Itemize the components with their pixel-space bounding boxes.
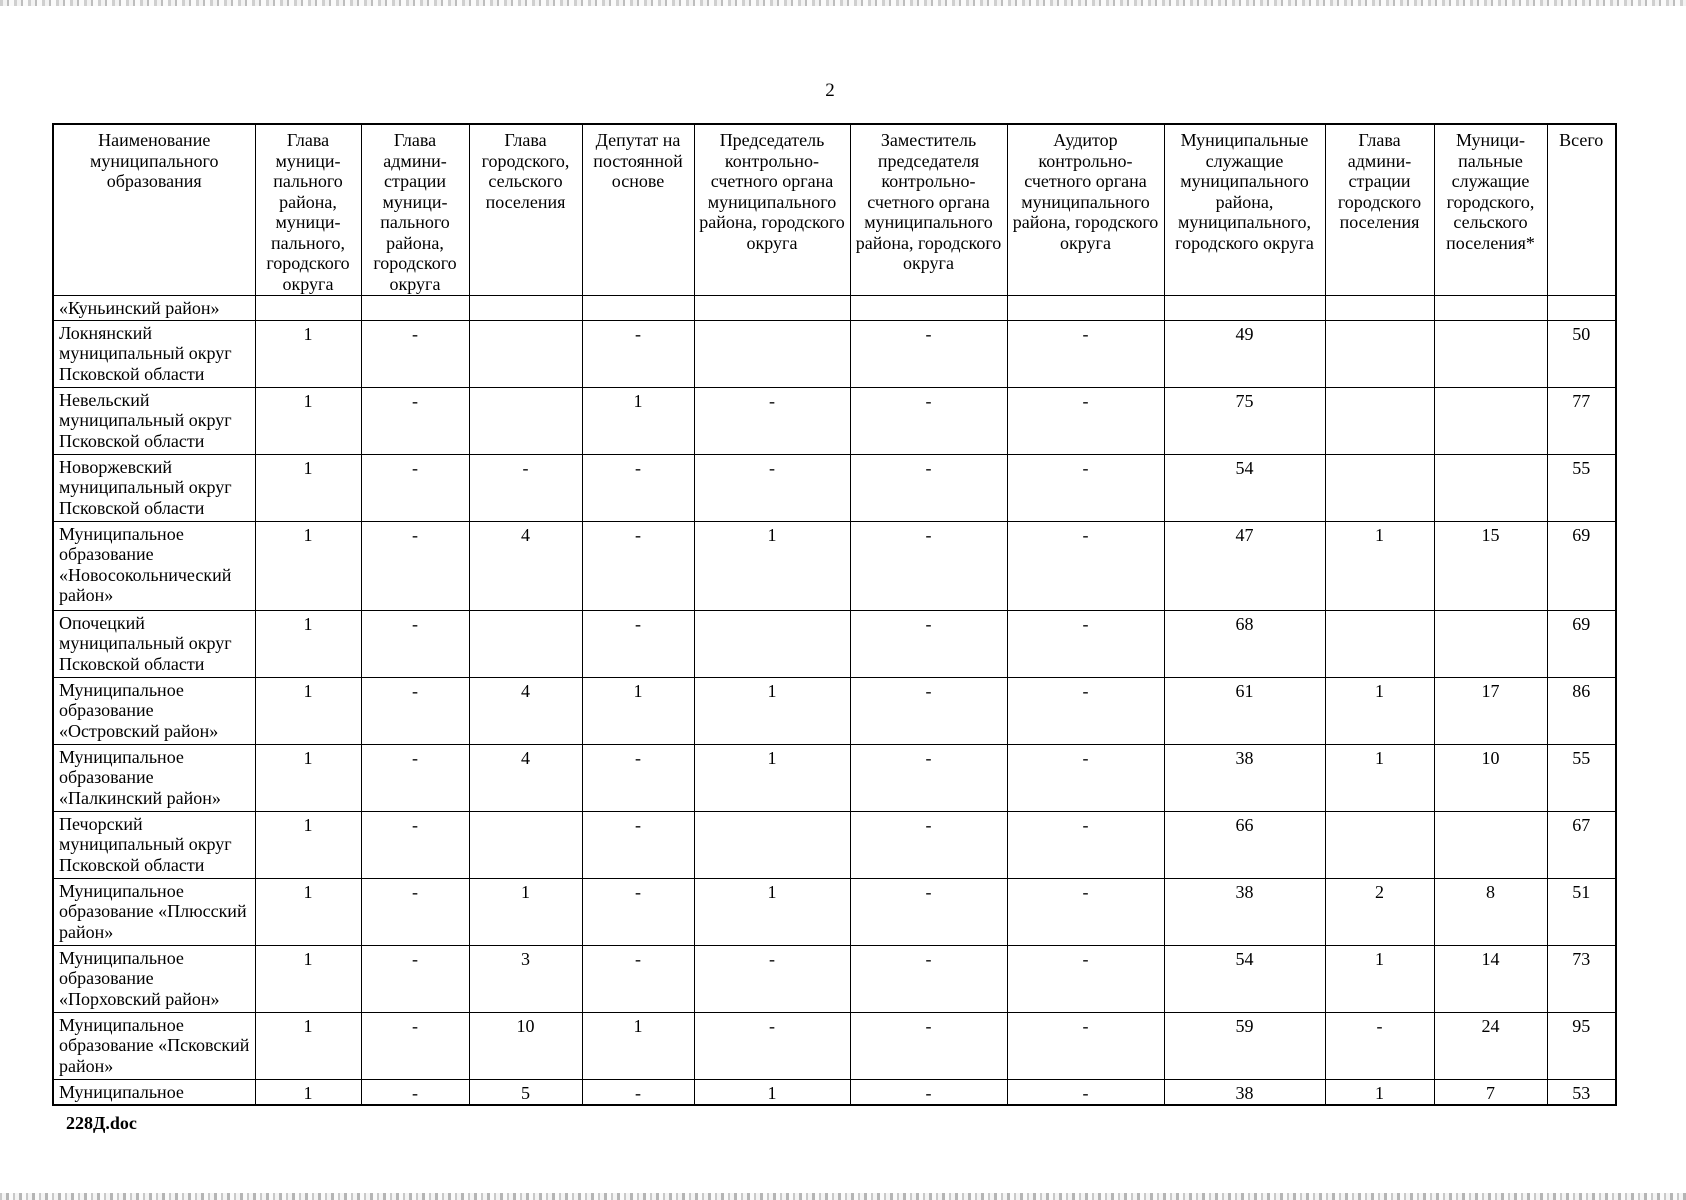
value-cell: 75 <box>1164 387 1325 454</box>
value-cell: - <box>361 320 469 387</box>
col-header-total: Всего <box>1547 124 1616 296</box>
value-cell: - <box>582 811 694 878</box>
value-cell: 61 <box>1164 677 1325 744</box>
value-cell: 69 <box>1547 521 1616 610</box>
value-cell: - <box>361 1012 469 1079</box>
municipality-name-cell: Локнянский муниципальный округ Псковской области <box>53 320 255 387</box>
municipality-name-cell: Невельский муниципальный округ Псковской области <box>53 387 255 454</box>
col-header-auditor: Аудитор контрольно-счетного органа муниципального района, городского округа <box>1007 124 1164 296</box>
value-cell: 47 <box>1164 521 1325 610</box>
col-header-name: Наименование муниципального образования <box>53 124 255 296</box>
table-row <box>53 1079 1616 1105</box>
value-cell: 1 <box>694 521 850 610</box>
col-header-audit-deputy-chair: Заместитель председателя контрольно-счетного органа муниципального района, городского округа <box>850 124 1007 296</box>
value-cell: 55 <box>1547 454 1616 521</box>
value-cell: 1 <box>255 811 361 878</box>
value-cell: - <box>361 878 469 945</box>
value-cell: 54 <box>1164 454 1325 521</box>
value-cell: - <box>582 744 694 811</box>
municipality-name-cell: Муниципальное образование «Островский район» <box>53 677 255 744</box>
value-cell: - <box>361 454 469 521</box>
value-cell <box>361 296 469 321</box>
header-row <box>53 124 1616 296</box>
value-cell: 1 <box>255 387 361 454</box>
value-cell: 67 <box>1547 811 1616 878</box>
col-header-civil-servants-district: Муниципальные служащие муниципального района, муниципального, городского округа <box>1164 124 1325 296</box>
value-cell: 38 <box>1164 878 1325 945</box>
value-cell: - <box>850 1012 1007 1079</box>
value-cell: 38 <box>1164 1079 1325 1105</box>
value-cell: - <box>850 677 1007 744</box>
value-cell <box>1325 296 1434 321</box>
col-header-civil-servants-settlement: Муници-пальные служащие городского, сельского поселения* <box>1434 124 1547 296</box>
value-cell: - <box>850 320 1007 387</box>
col-header-head-settlement: Глава городского, сельского поселения <box>469 124 582 296</box>
value-cell: 51 <box>1547 878 1616 945</box>
value-cell: - <box>850 811 1007 878</box>
municipality-name-cell: Муниципальное образование «Палкинский район» <box>53 744 255 811</box>
value-cell: - <box>361 677 469 744</box>
value-cell <box>1325 811 1434 878</box>
col-header-audit-chair: Председатель контрольно-счетного органа муниципального района, городского округа <box>694 124 850 296</box>
table-row <box>53 878 1616 945</box>
value-cell: - <box>694 387 850 454</box>
value-cell: - <box>1007 878 1164 945</box>
value-cell: 1 <box>255 320 361 387</box>
table-header <box>53 124 1616 296</box>
value-cell: 66 <box>1164 811 1325 878</box>
value-cell: - <box>1007 387 1164 454</box>
col-header-head-admin-town: Глава админи-страции городского поселения <box>1325 124 1434 296</box>
table-row <box>53 320 1616 387</box>
value-cell: - <box>1007 610 1164 677</box>
value-cell <box>694 610 850 677</box>
value-cell <box>582 296 694 321</box>
value-cell: - <box>1007 945 1164 1012</box>
value-cell: 1 <box>255 1079 361 1105</box>
value-cell <box>1164 296 1325 321</box>
value-cell: - <box>582 610 694 677</box>
value-cell <box>1325 454 1434 521</box>
value-cell: 1 <box>255 610 361 677</box>
value-cell: - <box>1007 320 1164 387</box>
value-cell <box>255 296 361 321</box>
municipality-name-cell: Муниципальное образование «Псковский район» <box>53 1012 255 1079</box>
value-cell: 38 <box>1164 744 1325 811</box>
value-cell <box>1547 296 1616 321</box>
value-cell: 4 <box>469 521 582 610</box>
footer-filename: 228Д.doc <box>66 1113 137 1133</box>
value-cell: 1 <box>694 677 850 744</box>
value-cell: 55 <box>1547 744 1616 811</box>
table-row <box>53 744 1616 811</box>
value-cell: 24 <box>1434 1012 1547 1079</box>
value-cell: 50 <box>1547 320 1616 387</box>
value-cell: 53 <box>1547 1079 1616 1105</box>
value-cell: - <box>361 811 469 878</box>
value-cell: - <box>1325 1012 1434 1079</box>
value-cell: 54 <box>1164 945 1325 1012</box>
table-row <box>53 945 1616 1012</box>
value-cell: 1 <box>255 878 361 945</box>
value-cell: - <box>361 610 469 677</box>
value-cell <box>1434 296 1547 321</box>
value-cell: 86 <box>1547 677 1616 744</box>
value-cell: 69 <box>1547 610 1616 677</box>
value-cell: 1 <box>255 454 361 521</box>
value-cell: - <box>361 744 469 811</box>
value-cell: 1 <box>694 1079 850 1105</box>
value-cell <box>1434 454 1547 521</box>
value-cell: 7 <box>1434 1079 1547 1105</box>
municipality-name-cell: Печорский муниципальный округ Псковской области <box>53 811 255 878</box>
value-cell: 1 <box>1325 744 1434 811</box>
value-cell: - <box>694 1012 850 1079</box>
col-header-head-district: Глава муници-пального района, муници-пального, городского округа <box>255 124 361 296</box>
table-row <box>53 1012 1616 1079</box>
value-cell <box>469 296 582 321</box>
value-cell <box>1325 320 1434 387</box>
value-cell: 1 <box>255 677 361 744</box>
staff-table <box>52 123 1617 1106</box>
value-cell <box>1434 610 1547 677</box>
value-cell: 15 <box>1434 521 1547 610</box>
value-cell: - <box>1007 1079 1164 1105</box>
value-cell: - <box>361 1079 469 1105</box>
value-cell: 4 <box>469 744 582 811</box>
value-cell <box>469 320 582 387</box>
scan-edge-bottom <box>0 1193 1686 1200</box>
table-row <box>53 521 1616 610</box>
value-cell: - <box>850 744 1007 811</box>
value-cell: - <box>694 945 850 1012</box>
value-cell: 77 <box>1547 387 1616 454</box>
value-cell: - <box>582 945 694 1012</box>
value-cell: 59 <box>1164 1012 1325 1079</box>
value-cell: - <box>582 878 694 945</box>
value-cell: - <box>582 1079 694 1105</box>
value-cell <box>469 387 582 454</box>
value-cell: - <box>582 521 694 610</box>
table-row <box>53 387 1616 454</box>
value-cell: 17 <box>1434 677 1547 744</box>
value-cell: 95 <box>1547 1012 1616 1079</box>
value-cell: 1 <box>582 387 694 454</box>
value-cell <box>1007 296 1164 321</box>
value-cell: 5 <box>469 1079 582 1105</box>
table-row <box>53 454 1616 521</box>
value-cell: - <box>694 454 850 521</box>
municipality-name-cell: Новоржевский муниципальный округ Псковской области <box>53 454 255 521</box>
value-cell: 1 <box>255 744 361 811</box>
municipality-name-cell: Муниципальное <box>53 1079 255 1105</box>
table-row <box>53 610 1616 677</box>
value-cell: 1 <box>1325 1079 1434 1105</box>
table-row <box>53 677 1616 744</box>
value-cell: - <box>850 945 1007 1012</box>
value-cell: 10 <box>1434 744 1547 811</box>
value-cell: - <box>1007 454 1164 521</box>
value-cell: - <box>1007 744 1164 811</box>
value-cell <box>1325 610 1434 677</box>
table-row <box>53 296 1616 321</box>
value-cell: - <box>1007 677 1164 744</box>
value-cell: - <box>469 454 582 521</box>
value-cell <box>694 296 850 321</box>
value-cell: - <box>850 610 1007 677</box>
value-cell: - <box>582 454 694 521</box>
value-cell: - <box>850 521 1007 610</box>
value-cell: - <box>1007 521 1164 610</box>
municipality-name-cell: Муниципальное образование «Порховский район» <box>53 945 255 1012</box>
value-cell <box>850 296 1007 321</box>
municipality-name-cell: Опочецкий муниципальный округ Псковской области <box>53 610 255 677</box>
value-cell: 1 <box>582 677 694 744</box>
value-cell: 1 <box>255 1012 361 1079</box>
value-cell: 1 <box>582 1012 694 1079</box>
value-cell: 10 <box>469 1012 582 1079</box>
value-cell: 1 <box>1325 945 1434 1012</box>
value-cell: - <box>1007 1012 1164 1079</box>
municipality-name-cell: Муниципальное образование «Плюсский район» <box>53 878 255 945</box>
value-cell: 1 <box>694 878 850 945</box>
value-cell: 1 <box>255 521 361 610</box>
value-cell: 3 <box>469 945 582 1012</box>
value-cell <box>1434 811 1547 878</box>
value-cell: - <box>361 521 469 610</box>
value-cell: 49 <box>1164 320 1325 387</box>
scan-edge-top <box>0 0 1686 6</box>
value-cell: 1 <box>1325 521 1434 610</box>
value-cell <box>694 811 850 878</box>
value-cell: - <box>850 1079 1007 1105</box>
value-cell: - <box>361 945 469 1012</box>
municipality-name-cell: Муниципальное образование «Новосокольнический район» <box>53 521 255 610</box>
value-cell: - <box>850 454 1007 521</box>
value-cell: 8 <box>1434 878 1547 945</box>
value-cell: 1 <box>1325 677 1434 744</box>
value-cell: - <box>1007 811 1164 878</box>
value-cell: 14 <box>1434 945 1547 1012</box>
value-cell: 68 <box>1164 610 1325 677</box>
table-body <box>53 296 1616 1106</box>
value-cell: 73 <box>1547 945 1616 1012</box>
col-header-head-admin-district: Глава админи-страции муници-пального района, городского округа <box>361 124 469 296</box>
value-cell: 1 <box>694 744 850 811</box>
value-cell <box>1434 387 1547 454</box>
page-number: 2 <box>825 80 835 101</box>
value-cell: 1 <box>469 878 582 945</box>
value-cell: - <box>582 320 694 387</box>
value-cell: 2 <box>1325 878 1434 945</box>
col-header-deputy: Депутат на постоянной основе <box>582 124 694 296</box>
value-cell <box>1434 320 1547 387</box>
value-cell <box>469 610 582 677</box>
value-cell: - <box>850 387 1007 454</box>
value-cell: 1 <box>255 945 361 1012</box>
municipality-name-cell: «Куньинский район» <box>53 296 255 321</box>
value-cell: - <box>850 878 1007 945</box>
table-row <box>53 811 1616 878</box>
value-cell <box>694 320 850 387</box>
value-cell <box>1325 387 1434 454</box>
value-cell: 4 <box>469 677 582 744</box>
value-cell: - <box>361 387 469 454</box>
value-cell <box>469 811 582 878</box>
